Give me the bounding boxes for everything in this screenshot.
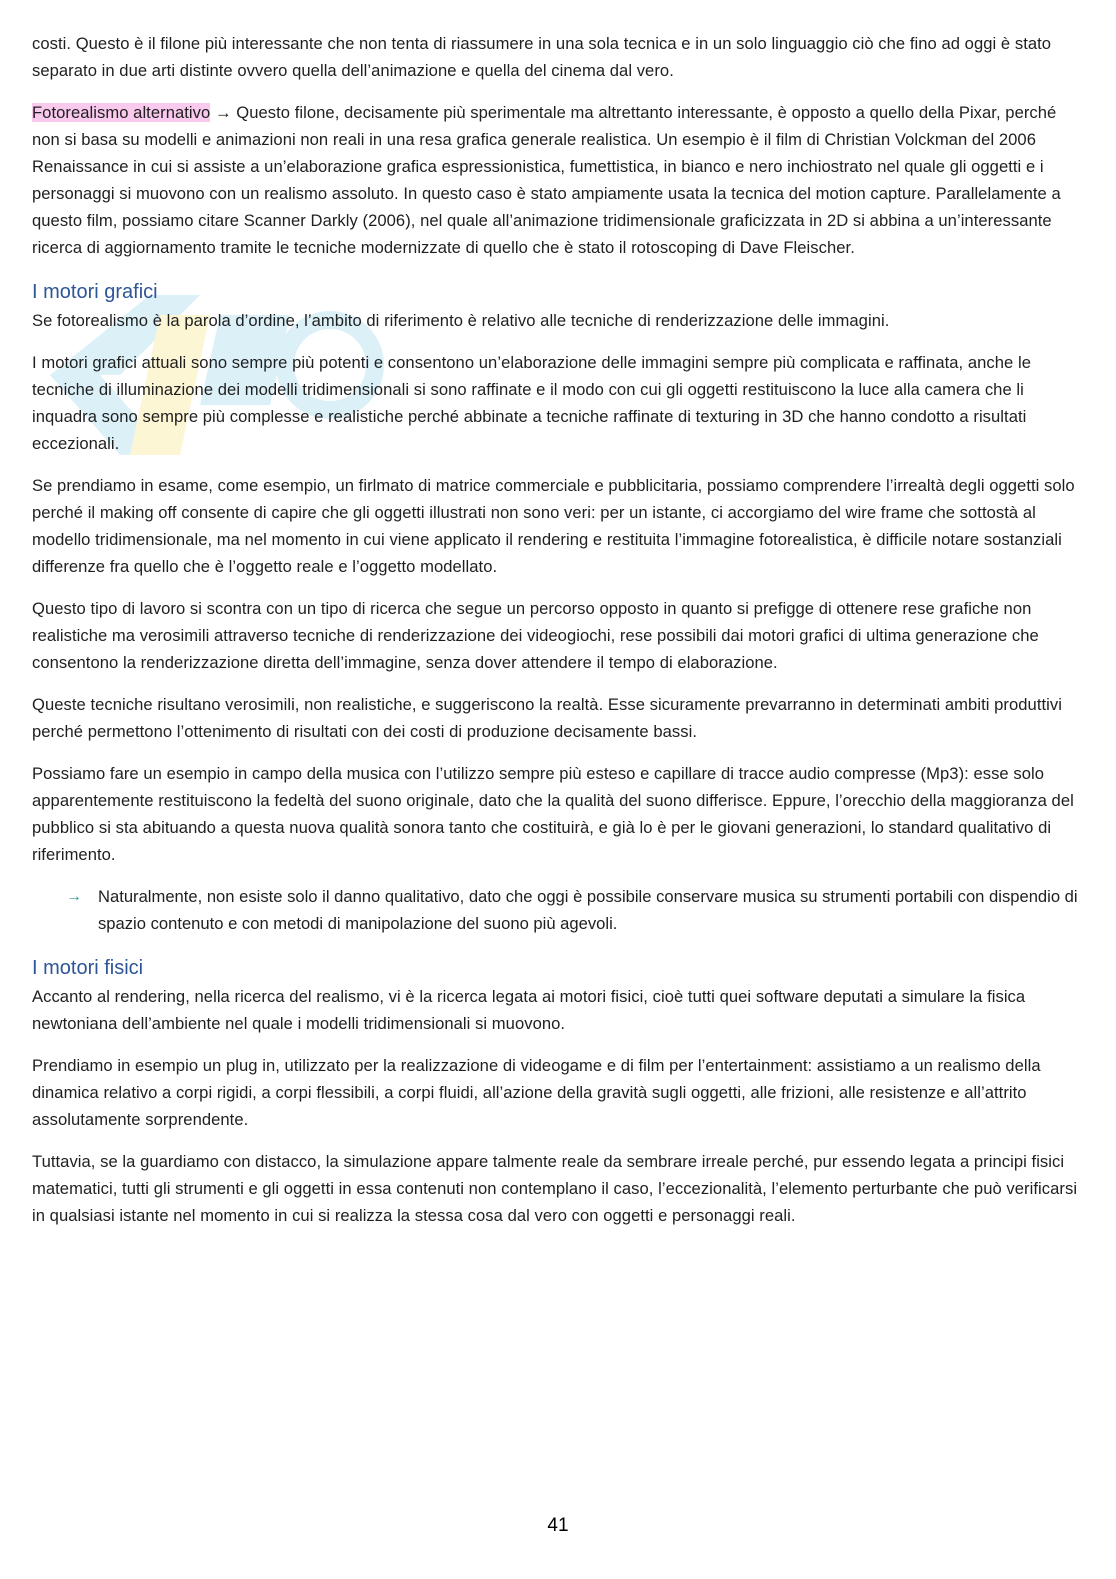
paragraph: Prendiamo in esempio un plug in, utilizzato per la realizzazione di videogame e di film per l’entertainment: assistiamo a un realismo della dinamica relativo a corpi rigidi, a corpi flessibili, a corpi fluidi, all’azione della gravità sugli oggetti, alle frizioni, alle resistenze e all’attrito assolutamente sorprendente. bbox=[32, 1056, 1041, 1129]
paragraph: I motori grafici attuali sono sempre più potenti e consentono un’elaborazione delle immagini sempre più complicata e raffinata, anche le tecniche di illuminazione dei modelli tridimensionali si sono raffinate e il modo con cui gli oggetti restituiscono la luce alla camera che li inquadra sono sempre più complesse e realistiche perché abbinate a tecniche raffinate di texturing in 3D che hanno condotto a risultati eccezionali. bbox=[32, 353, 1031, 453]
paragraph: Tuttavia, se la guardiamo con distacco, la simulazione appare talmente reale da sembrare irreale perché, pur essendo legata a principi fisici matematici, tutti gli strumenti e gli oggetti in essa contenuti non contemplano il caso, l’eccezionalità, l’elemento perturbante che può verificarsi in qualsiasi istante nel momento in cui si realizza la stessa cosa dal vero con oggetti e personaggi reali. bbox=[32, 1152, 1078, 1225]
paragraph: Possiamo fare un esempio in campo della musica con l’utilizzo sempre più esteso e capillare di tracce audio compresse (Mp3): esse solo apparentemente restituiscono la fedeltà del suono originale, dato che la qualità del suono differisce. Eppure, l’orecchio della maggioranza del pubblico si sta abituando a questa nuova qualità sonora tanto che costituirà, e già lo è per le giovani generazioni, lo standard qualitativo di riferimento. bbox=[32, 764, 1074, 864]
section-heading-motori-grafici: I motori grafici bbox=[32, 281, 158, 303]
fotorealismo-text: Questo filone, decisamente più sperimentale ma altrettanto interessante, è opposto a quello della Pixar, perché non si basa su modelli e animazioni non reali in una resa grafica generale realistica. Un esempio è il film di Christian Volckman del 2006 Renaissance in cui si assiste a un’elaborazione grafica espressionistica, fumettistica, in bianco e nero inchiostrato nel quale gli oggetti e i personaggi si muovono con un realismo assoluto. In questo caso è stato ampiamente usata la tecnica del motion capture. Parallelamente a questo film, possiamo citare Scanner Darkly (2006), nel quale all’animazione tridimensionale graficizzata in 2D si abbina a un’interessante ricerca di aggiornamento tramite le tecniche modernizzate di quello che è stato il rotoscoping di Dave Fleischer. bbox=[32, 103, 1061, 257]
paragraph: Se prendiamo in esame, come esempio, un firlmato di matrice commerciale e pubblicitaria, possiamo comprendere l’irrealtà degli oggetti solo perché il making off consente di capire che gli oggetti illustrati non sono veri: per un istante, ci accorgiamo del wire frame che sottostà al modello tridimensionale, ma nel momento in cui viene applicato il rendering e restituita l’immagine fotorealistica, è difficile notare sostanziali differenze fra quello che è l’oggetto reale e l’oggetto modellato. bbox=[32, 476, 1075, 576]
page-number: 41 bbox=[547, 1515, 569, 1536]
fotorealismo-paragraph bbox=[32, 99, 1084, 261]
section-heading-motori-fisici: I motori fisici bbox=[32, 957, 144, 979]
highlighted-term: Fotorealismo alternativo bbox=[32, 103, 211, 122]
intro-paragraph: costi. Questo è il filone più interessante che non tenta di riassumere in una sola tecnica e in un solo linguaggio ciò che fino ad oggi è stato separato in due arti distinte ovvero quella dell’animazione e quella del cinema dal vero. bbox=[32, 34, 1052, 80]
arrow-right-icon: → bbox=[66, 888, 82, 905]
arrow-bullet-item bbox=[66, 883, 1084, 937]
bullet-text: Naturalmente, non esiste solo il danno qualitativo, dato che oggi è possibile conservare musica su strumenti portabili con dispendio di spazio contenuto e con metodi di manipolazione del suono più agevoli. bbox=[98, 887, 1078, 933]
document-page bbox=[32, 30, 1084, 1244]
paragraph: Questo tipo di lavoro si scontra con un tipo di ricerca che segue un percorso opposto in quanto si prefigge di ottenere rese grafiche non realistiche ma verosimili attraverso tecniche di renderizzazione dei videogiochi, rese possibili dai motori grafici di ultima generazione che consentono la renderizzazione diretta dell’immagine, senza dover attendere il tempo di elaborazione. bbox=[32, 599, 1039, 672]
paragraph: Queste tecniche risultano verosimili, non realistiche, e suggeriscono la realtà. Esse sicuramente prevarranno in determinati ambiti produttivi perché permettono l’ottenimento di risultati con dei costi di produzione decisamente bassi. bbox=[32, 695, 1062, 741]
paragraph: Accanto al rendering, nella ricerca del realismo, vi è la ricerca legata ai motori fisici, cioè tutti quei software deputati a simulare la fisica newtoniana dell’ambiente nel quale i modelli tridimensionali si muovono. bbox=[32, 987, 1026, 1033]
paragraph: Se fotorealismo è la parola d’ordine, l’ambito di riferimento è relativo alle tecniche di renderizzazione delle immagini. bbox=[32, 311, 890, 330]
arrow-symbol: → bbox=[214, 103, 232, 122]
